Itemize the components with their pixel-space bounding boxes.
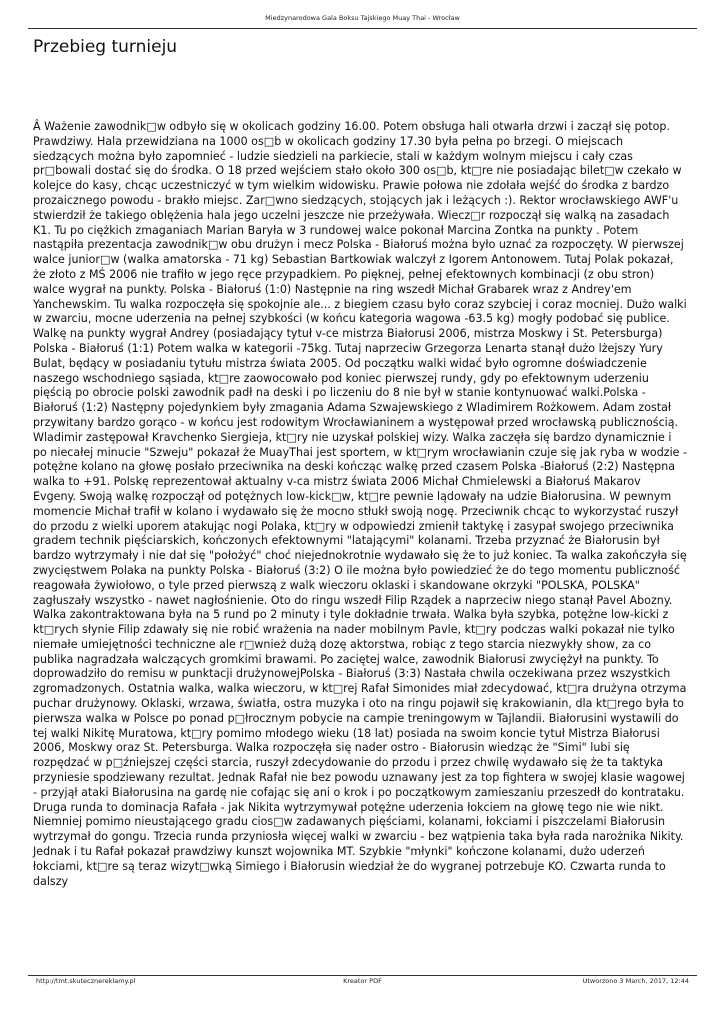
- page-header: Miedzynarodowa Gala Boksu Tajskiego Muay Thai - Wrocław: [265, 14, 460, 22]
- article-body: Â Ważenie zawodnik□w odbyło się w okolicach godziny 16.00. Potem obsługa hali otwarła drzwi i zaczął się potop. Prawdziwy. Hala przewidziana na 1000 os□b w okolicach godziny 17.30 była pełna po brzegi. O miejscach siedzących można było zapomnieć - ludzie siedzieli na parkiecie, stali w każdym wolnym miejscu i cały czas pr□bowali dostać się do środka. O 18 przed wejściem stało około 300 os□b, kt□re nie posiadając bilet□w czekało w kolejce do kasy, chcąc uczestniczyć w tym wielkim widowisku. Prawie połowa nie zdołała wejść do środka z bardzo prozaicznego powodu - brakło miejsc. Zar□wno siedzących, stojących jak i leżących :). Rektor wrocławskiego AWF'u stwierdził że takiego oblężenia hala jego uczelni jeszcze nie przeżywała. Wiecz□r rozpoczął się walką na zasadach K1. Tu po ciężkich zmaganiach Marian Baryła w 3 rundowej walce pokonał Marcina Zontka na punkty . Potem nastąpiła prezentacja zawodnik□w obu drużyn i mecz Polska - Białoruś można było uznać za rozpoczęty. W pierwszej walce junior□w (walka amatorska - 71 kg) Sebastian Bartkowiak walczył z Igorem Antonowem. Tutaj Polak pokazał, że złoto z MŚ 2006 nie trafiło w jego ręce przypadkiem. Po pięknej, pełnej efektownych kombinacji (z obu stron) walce wygrał na punkty. Polska - Białoruś (1:0) Następnie na ring wszedł Michał Grabarek wraz z Andrey'em Yanchewskim. Tu walka rozpoczęła się spokojnie ale... z biegiem czasu było coraz szybciej i coraz mocniej. Dużo walki w zwarciu, mocne uderzenia na pełnej szybkości (w końcu kategoria wagowa -63.5 kg) mogły podobać się publice. Walkę na punkty wygrał Andrey (posiadający tytuł v-ce mistrza Białorusi 2006, mistrza Moskwy i St. Petersburga) Polska - Białoruś (1:1) Potem walka w kategorii -75kg. Tutaj naprzeciw Grzegorza Lenarta stanął dużo lżejszy Yury Bulat, będący w posiadaniu tytułu mistrza świata 2005. Od początku walki widać było ogromne doświadczenie naszego wschodniego sąsiada, kt□re zaowocowało pod koniec pierwszej rundy, gdy po efektownym uderzeniu pięścią po obrocie polski zawodnik padł na deski i po liczeniu do 8 nie był w stanie kontynuować walki.Polska - Białoruś (1:2) Następny pojedynkiem były zmagania Adama Szwajewskiego z Wladimirem Rożkowem. Adam został przywitany bardzo gorąco - w końcu jest rodowitym Wrocławianinem a występował przed wrocławską publicznością. Wladimir zastępował Kravchenko Siergieja, kt□ry nie uzyskał polskiej wizy. Walka zaczęła się bardzo dynamicznie i po niecałej minucie "Szweju" pokazał że MuayThai jest sportem, w kt□rym wrocławianin czuje się jak ryba w wodzie - potężne kolano na głowę posłało przeciwnika na deski kończąc walkę przed czasem Polska -Białoruś (2:2) Następna walka to +91. Polskę reprezentował aktualny v-ca mistrz świata 2006 Michał Chmielewski a Białoruś Makarov Evgeny. Swoją walkę rozpoczął od potężnych low-kick□w, kt□re pewnie lądowały na udzie Białorusina. W pewnym momencie Michał trafił w kolano i wydawało się że mocno stłukł swoją nogę. Przeciwnik chcąc to wykorzystać ruszył do przodu z wielki uporem atakując nogi Polaka, kt□ry w odpowiedzi zmienił taktykę i zasypał swojego przeciwnika gradem technik pięściarskich, kończonych efektownymi "latającymi" kolanami. Trzeba przyznać że Białorusin był bardzo wytrzymały i nie dał się "położyć" choć niejednokrotnie wydawało się że to już koniec. Ta walka zakończyła się zwycięstwem Polaka na punkty Polska - Białoruś (3:2) O ile można było powiedzieć że do tego momentu publiczność reagowała żywiołowo, o tyle przed pierwszą z walk wieczoru oklaski i skandowane okrzyki "POLSKA, POLSKA" zagłuszały wszystko - nawet nagłośnienie. Oto do ringu wszedł Filip Rządek a naprzeciw niego stanął Pavel Abozny. Walka zakontraktowana była na 5 rund po 2 minuty i tyle dokładnie trwała. Walka była szybka, potężne low-kicki z kt□rych słynie Filip zdawały się nie robić wrażenia na nader mobilnym Pavle, kt□ry podczas walki pokazał nie tylko niemałe umiejętności techniczne ale r□wnież dużą dozę aktorstwa, robiąc z tego starcia niezwykły show, za co publika nagradzała walczących gromkimi brawami. Po zaciętej walce, zawodnik Białorusi zwyciężył na punkty. To doprowadziło do remisu w punktacji drużynowejPolska - Białoruś (3:3) Nastała chwila oczekiwana przez wszystkich zgromadzonych. Ostatnia walka, walka wieczoru, w kt□rej Rafał Simonides miał zdecydować, kt□ra drużyna otrzyma puchar drużynowy. Oklaski, wrzawa, światła, ostra muzyka i oto na ringu pojawił się krakowianin, dla kt□rego była to pierwsza walka w Polsce po ponad p□łrocznym pobycie na campie treningowym w Tajlandii. Białorusini wystawili do tej walki Nikitę Muratowa, kt□ry pomimo młodego wieku (18 lat) posiada na swoim koncie tytuł Mistrza Białorusi 2006, Moskwy oraz St. Petersburga. Walka rozpoczęła się nader ostro - Białorusin wiedząc że "Simi" lubi się rozpędzać w p□źniejszej części starcia, ruszył zdecydowanie do przodu i przez chwilę wydawało się że ta taktyka przyniesie spodziewany rezultat. Jednak Rafał nie bez powodu uznawany jest za top fightera w swojej klasie wagowej - przyjął ataki Białorusina na gardę nie cofając się ani o krok i po początkowym zamieszaniu przeszedł do kontrataku. Druga runda to dominacja Rafała - jak Nikita wytrzymywał potężne uderzenia łokciem na głowę tego nie wie nikt. Niemniej pomimo nieustającego gradu cios□w zadawanych pięściami, kolanami, łokciami i piszczelami Białorusin wytrzymał do gongu. Trzecia runda przyniosła więcej walki w zwarciu - bez wątpienia taka była rada narożnika Nikity. Jednak i tu Rafał pokazał prawdziwy kunszt wojownika MT. Szybkie "młynki" kończone kolanami, dużo uderzeń łokciami, kt□re są teraz wizyt□wką Simiego i Białorusin wiedział że do wygranej potrzebuje KO. Czwarta runda to dalszy: [33, 120, 688, 888]
- footer-divider: [28, 975, 697, 976]
- footer-created-date: Utworzono 3 March, 2017, 12:44: [582, 977, 689, 985]
- footer-generator: Kreator PDF: [343, 977, 382, 985]
- header-divider: [28, 28, 697, 29]
- footer-url-link[interactable]: http://tmt.skutecznereklamy.pl: [36, 977, 136, 985]
- page-title: Przebieg turnieju: [33, 37, 178, 57]
